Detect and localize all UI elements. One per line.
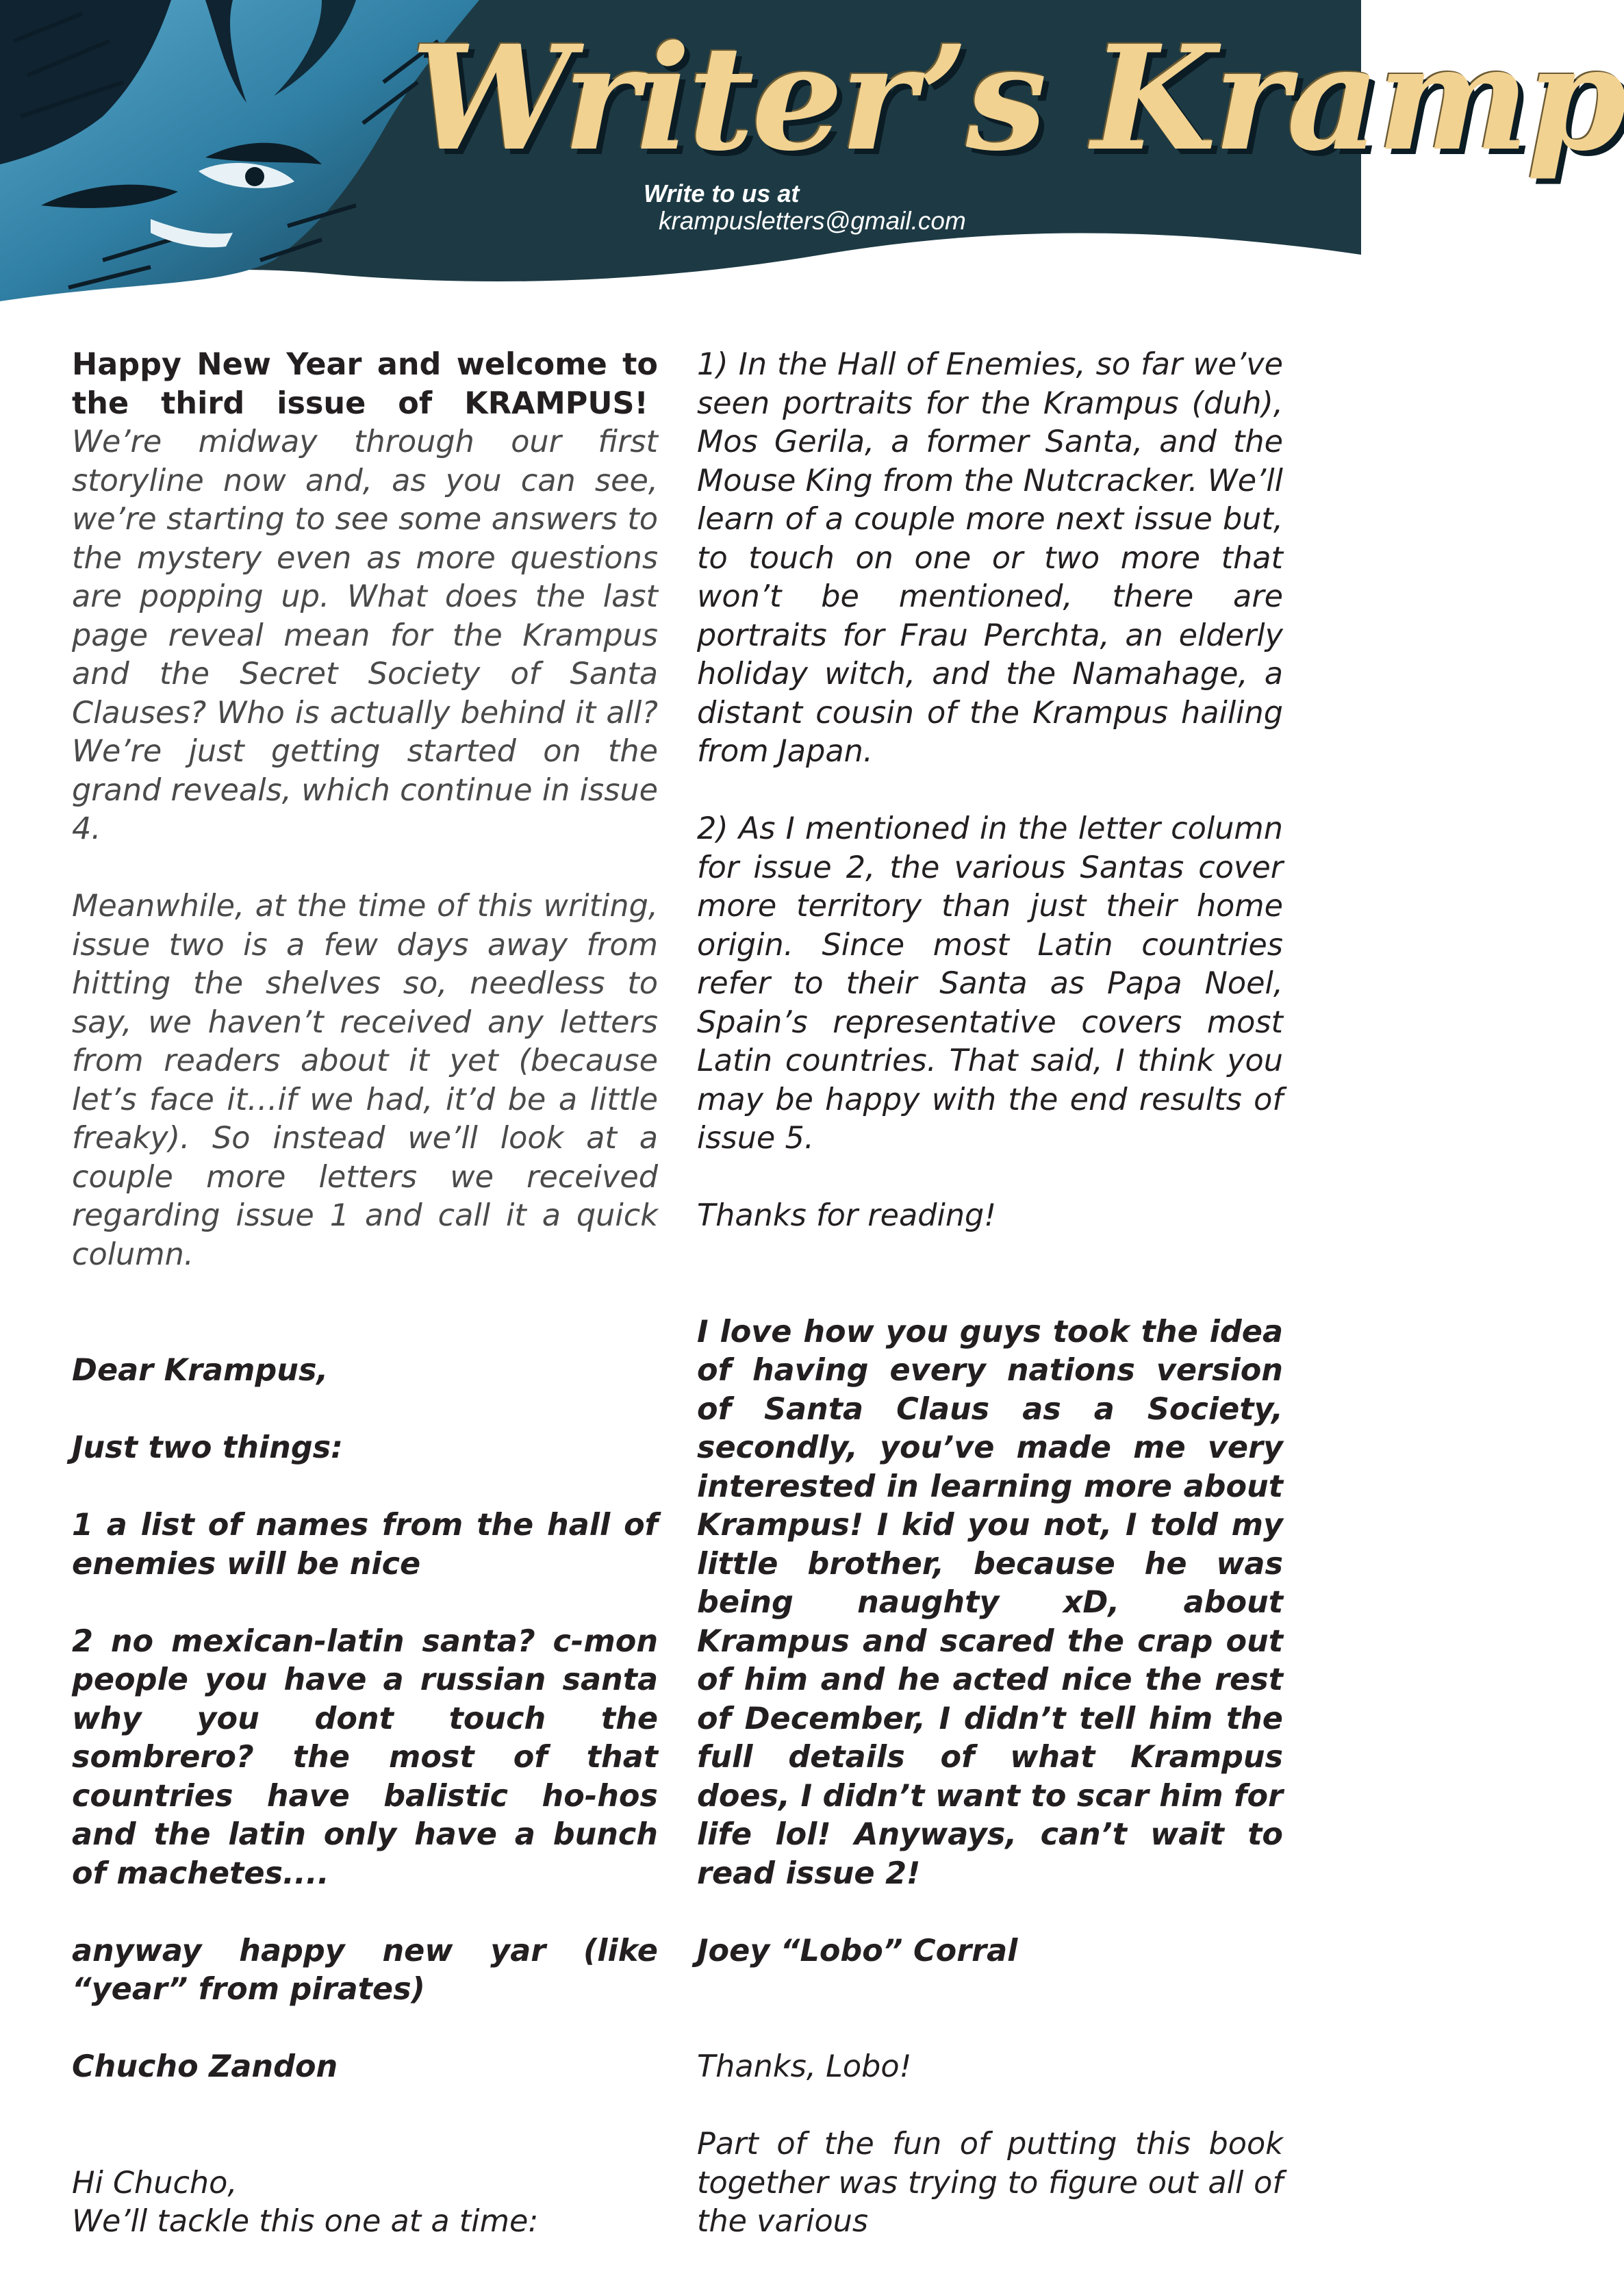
letter2-body: I love how you guys took the idea of having every nations version of Santa Claus as a Society, secondly, you’ve made me very interested in learning more about Krampus! I kid you not, I told my little brother, because he was being naughty xD, about Krampus and scared the crap out of him and he acted nice the rest of December, I didn’t tell him the full details of what Krampus does, I didn’t want to scar him for life lol! Anyways, can’t wait to read issue 2! bbox=[697, 1314, 1283, 1891]
intro-text: We’re midway through our first storyline now and, as you can see, we’re starting to see some answers to the mystery even as more questions are popping up. What does the last page reveal mean for the Krampus and the Secret Society of Santa Clauses? Who is actually behind it all? We’re just getting started on the grand reveals, which continue in issue 4. bbox=[72, 425, 658, 846]
letter1-item-1: 1 a list of names from the hall of enemies will be nice bbox=[72, 1508, 658, 1582]
letter1-closing: anyway happy new yar (like “year” from pirates) bbox=[72, 1933, 658, 2007]
right-column bbox=[697, 346, 1283, 2280]
left-column bbox=[72, 346, 658, 2280]
intro-paragraph bbox=[72, 346, 658, 849]
page-title: Writer’s Kramp bbox=[411, 14, 1624, 183]
response1-greeting: Hi Chucho, bbox=[72, 2165, 238, 2201]
header-banner bbox=[0, 0, 1624, 315]
response1-opening bbox=[72, 2164, 658, 2242]
response2-thanks: Thanks, Lobo! bbox=[697, 2049, 912, 2084]
intro-lead: Happy New Year and welcome to the third issue of KRAMPUS! bbox=[72, 347, 658, 421]
response1-intro: We’ll tackle this one at a time: bbox=[72, 2204, 539, 2239]
letter1-item-2: 2 no mexican-latin santa? c-mon people you have a russian santa why you dont touch the sombrero? the most of that countries have balistic ho-hos and the latin only have a bunch of machetes.... bbox=[72, 1623, 658, 1891]
email-link[interactable]: krampusletters@gmail.com bbox=[659, 207, 966, 235]
response1-thanks: Thanks for reading! bbox=[697, 1198, 997, 1233]
letter1-salutation: Dear Krampus, bbox=[72, 1353, 329, 1388]
intro-paragraph-2: Meanwhile, at the time of this writing, issue two is a few days away from hitting the shelves so, needless to say, we haven’t received any letters from readers about it yet (because let’s face it…if we had, it’d be a little freaky). So instead we’ll look at a couple more letters we received regarding issue 1 and call it a quick column. bbox=[72, 889, 658, 1272]
letter1-line: Just two things: bbox=[72, 1430, 343, 1465]
write-to-us-label: Write to us at bbox=[644, 179, 800, 207]
response1-point-1: 1) In the Hall of Enemies, so far we’ve seen portraits for the Krampus (duh), Mos Gerila, a former Santa, and the Mouse King from the Nutcracker. We’ll learn of a couple more next issue but, to touch on one or two more that won’t be mentioned, there are portraits for Frau Perchta, an elderly holiday witch, and the Namahage, a distant cousin of the Krampus hailing from Japan. bbox=[697, 347, 1283, 769]
letter1-signature: Chucho Zandon bbox=[72, 2049, 338, 2084]
response1-point-2: 2) As I mentioned in the letter column for issue 2, the various Santas cover more territory than just their home origin. Since most Latin countries refer to their Santa as Papa Noel, Spain’s representative covers most Latin countries. That said, I think you may be happy with the end results of issue 5. bbox=[697, 811, 1283, 1156]
response2-body: Part of the fun of putting this book together was trying to figure out all of the various bbox=[697, 2127, 1283, 2239]
letter2-signature: Joey “Lobo” Corral bbox=[697, 1933, 1018, 1968]
